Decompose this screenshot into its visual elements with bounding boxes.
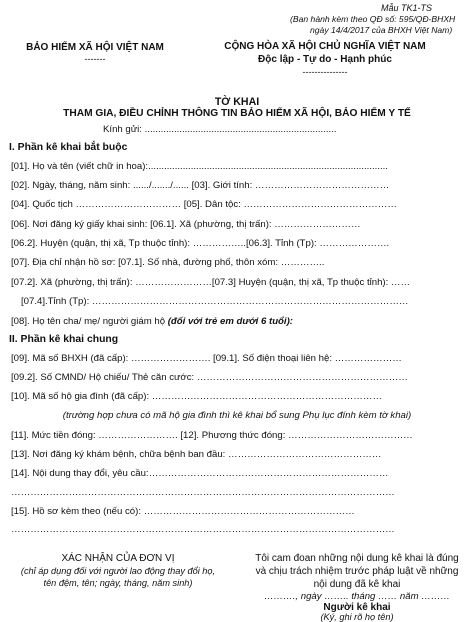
declaration-line-1: Tôi cam đoan những nội dung kê khai là đúng <box>255 553 459 564</box>
field-contribution-amount: [11]. Mức tiền đóng: ……………………. [12]. Phương thức đóng: ………………………………… <box>11 430 413 441</box>
unit-confirmation-note-1: (chỉ áp dụng đối với người lao động thay đổi họ, <box>20 566 216 576</box>
agency-dash: ------- <box>84 54 106 64</box>
field-id-card: [09.2]. Số CMND/ Hộ chiếu/ Thẻ căn cước: ………………………………………………………… <box>11 372 408 383</box>
country-name: CỘNG HÒA XÃ HỘI CHỦ NGHĨA VIỆT NAM <box>224 41 426 52</box>
field-birthdate-gender: [02]. Ngày, tháng, năm sinh: ....../......./...... [03]. Giới tính: …………………………………… <box>11 180 390 191</box>
declarant-sign-note: (Ký, ghi rõ họ tên) <box>320 612 394 622</box>
field-social-insurance-number: [09]. Mã số BHXH (đã cấp): ……………………. [09.1]. Số điện thoại liên hệ: ………………… <box>11 353 402 364</box>
unit-confirmation-note-2: tên đệm, tên; ngày, tháng, năm sinh) <box>43 578 193 588</box>
agency-name: BẢO HIỂM XÃ HỘI VIỆT NAM <box>26 42 164 53</box>
field-household-code: [10]. Mã số hộ gia đình (đã cấp): ……………………………………………………………… <box>11 391 383 402</box>
field-full-name: [01]. Họ và tên (viết chữ in hoa):.......................................................................................... <box>11 161 388 172</box>
field-mailing-address-province: [07.4].Tỉnh (Tp): ……………………………………………………………………………………… <box>21 296 409 307</box>
field-mailing-address-commune: [07.2]. Xã (phường, thị trấn): ……………………[07.3] Huyện (quận, thị xã, Tp thuộc tỉnh): …… <box>11 277 411 288</box>
field-guardian-label: [08]. Họ tên cha/ mẹ/ người giám hộ <box>11 316 168 327</box>
form-title: TỜ KHAI <box>214 96 260 108</box>
form-subtitle: THAM GIA, ĐIỀU CHỈNH THÔNG TIN BẢO HIỂM XÃ HỘI, BẢO HIỂM Y TẾ <box>63 108 411 119</box>
field-nationality-ethnicity: [04]. Quốc tịch …………………………… [05]. Dân tộc: ………………………………………… <box>11 199 397 210</box>
declarant-title: Người kê khai <box>323 602 391 613</box>
form-issued-line-1: (Ban hành kèm theo QĐ số: 595/QĐ-BHXH <box>290 14 456 24</box>
field-birth-registration-commune: [06]. Nơi đăng ký giấy khai sinh: [06.1]. Xã (phường, thị trấn): ……………………… <box>11 219 361 230</box>
field-birth-registration-district: [06.2]. Huyện (quận, thị xã, Tp thuộc tỉnh): ……………..[06.3]. Tỉnh (Tp): …………………. <box>11 238 390 249</box>
declaration-line-3: nội dung đã kê khai <box>313 579 401 590</box>
field-change-content: [14]. Nội dung thay đổi, yêu cầu:………………………………………………………………… <box>11 468 389 479</box>
declaration-date: ………., ngày …….. tháng …… năm ……… <box>263 591 451 602</box>
form-code: Mẫu TK1-TS <box>381 3 433 13</box>
field-guardian-name <box>11 316 293 327</box>
field-change-content-continued: ………………………………………………………………………………………………………… <box>11 487 395 498</box>
field-attachments: [15]. Hồ sơ kèm theo (nếu có): ………………………………………………………… <box>11 506 355 517</box>
field-guardian-note: (đối với trẻ em dưới 6 tuổi): <box>167 316 293 327</box>
section-1-heading: I. Phần kê khai bắt buộc <box>9 142 128 153</box>
form-issued-line-2: ngày 14/4/2017 của BHXH Việt Nam) <box>310 25 453 35</box>
unit-confirmation-title: XÁC NHẬN CỦA ĐƠN VỊ <box>61 553 175 564</box>
section-2-heading: II. Phần kê khai chung <box>9 334 119 345</box>
motto-dash: --------------- <box>302 67 348 77</box>
field-attachments-continued: ………………………………………………………………………………………………………… <box>11 524 395 535</box>
household-code-note: (trường hợp chưa có mã hộ gia đình thì kê khai bổ sung Phụ lục đính kèm tờ khai) <box>62 410 412 421</box>
recipient-line: Kính gửi: ........................................................................ <box>103 124 337 135</box>
field-mailing-address-street: [07]. Địa chỉ nhận hồ sơ: [07.1]. Số nhà, đường phố, thôn xóm: ………….. <box>11 257 325 268</box>
declaration-line-2: và chịu trách nhiệm trước pháp luật về những <box>255 566 459 577</box>
national-motto: Độc lập - Tự do - Hạnh phúc <box>258 54 392 65</box>
field-initial-clinic: [13]. Nơi đăng ký khám bệnh, chữa bệnh ban đầu: ………………………………………… <box>11 449 382 460</box>
